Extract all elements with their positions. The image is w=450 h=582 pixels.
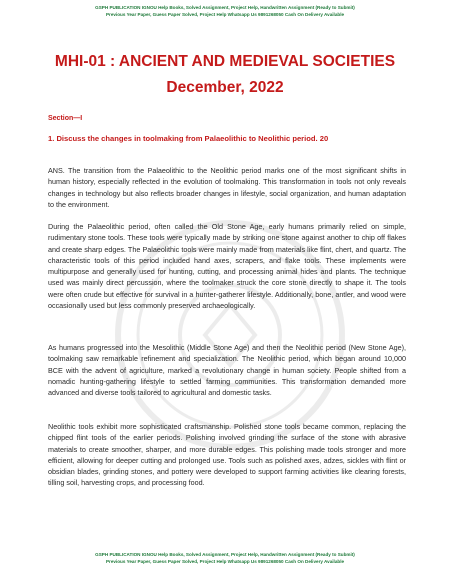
paragraph-3: As humans progressed into the Mesolithic (Middle Stone Age) and then the Neolithic period (New Stone Age), toolmaking saw remarkable refinement and specialization. The Neolithic period, which began around 10,000 BCE with the advent of agriculture, marked a revolutionary change in human society. People shifted from a nomadic hunting-gathering lifestyle to settled farming communities. This transformation demanded more advanced and diverse tools tailored to agricultural and domestic tasks. [48,343,406,398]
document-title: MHI-01 : ANCIENT AND MEDIEVAL SOCIETIES [54,53,396,70]
header-line-1: GSPH PUBLICATION IGNOU Help Books, Solved Assignment, Project Help, Handwritten Assignment (Ready to Submit) [95,5,355,10]
page-header [20,4,430,18]
paragraph-4: Neolithic tools exhibit more sophisticated craftsmanship. Polished stone tools became common, replacing the chipped flint tools of the earlier periods. Polishing involved grinding the surface of the stone with abrasive materials to create smoother, sharper, and more durable edges. This polishing made tools stronger and more efficient, allowing for deeper cutting and prolonged use. Tools such as polished axes, adzes, sickles with flint or obsidian blades, grinding stones, and pottery were developed to support farming activities like clearing forests, tilling soil, harvesting crops, and processing food. [48,422,406,488]
section-heading: Section—I [48,115,83,122]
footer-line-2: Previous Year Paper, Guess Paper Solved, Project Help Whatsapp Us 9891268050 Cash On Delivery Available [105,559,345,564]
header-line-2: Previous Year Paper, Guess Paper Solved, Project Help Whatsapp Us 9891268050 Cash On Delivery Available [105,12,345,17]
document-date: December, 2022 [166,79,284,96]
question-heading: 1. Discuss the changes in toolmaking from Palaeolithic to Neolithic period. 20 [48,134,329,143]
paragraph-2: During the Palaeolithic period, often called the Old Stone Age, early humans primarily relied on simple, rudimentary stone tools. These tools were typically made by striking one stone against another to chip off flakes and create sharp edges. The Palaeolithic tools were mainly made from materials like flint, chert, and quartz. The characteristic tools of this period included hand axes, scrapers, and flake tools. These implements were multipurpose and generally used for hunting, cutting, and processing animal hides and plants. The technique used was mainly direct percussion, where the toolmaker struck the core stone directly to shape it. The tools were often crude but effective for survival in a hunter-gatherer lifestyle. Additionally, bone, antler, and wood were occasionally used but less commonly preserved archaeologically. [48,222,406,311]
page-footer [20,551,430,565]
footer-line-1: GSPH PUBLICATION IGNOU Help Books, Solved Assignment, Project Help, Handwritten Assignment (Ready to Submit) [95,552,355,557]
paragraph-1: ANS. The transition from the Palaeolithic to the Neolithic period marks one of the most significant shifts in human history, especially reflected in the evolution of toolmaking. This transformation in tools not only reveals changes in technology but also reflects broader changes in lifestyle, social organization, and human adaptation to the environment. [48,166,406,209]
